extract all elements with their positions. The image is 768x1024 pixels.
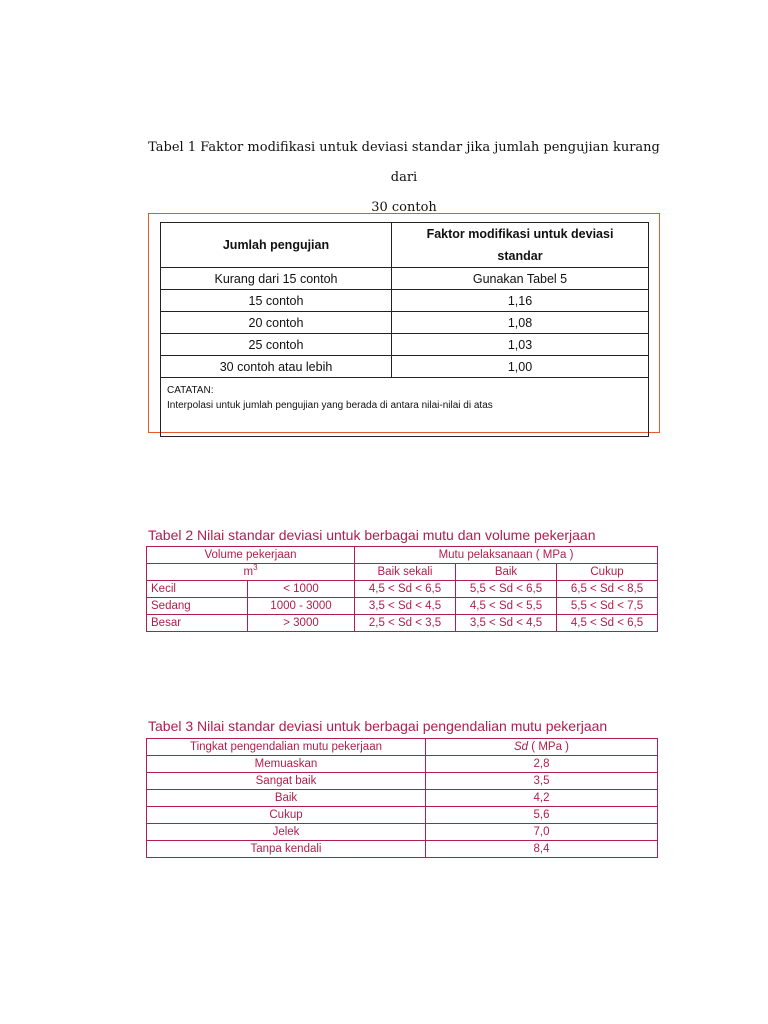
table2-cell-baik: 5,5 < Sd < 6,5 [456,581,557,598]
table2-cell-volume: < 1000 [248,581,355,598]
table-row [147,615,658,632]
table-row [147,841,658,858]
table3-header-sd-unit: ( MPa ) [528,741,569,753]
table2-cell-baik-sekali: 3,5 < Sd < 4,5 [355,598,456,615]
table1-header-right-line1: Faktor modifikasi untuk deviasi [426,227,614,241]
table1-cell-factor: 1,16 [392,290,649,312]
table2-cell-label: Besar [147,615,248,632]
table2-cell-baik: 4,5 < Sd < 5,5 [456,598,557,615]
table2-cell-cukup: 4,5 < Sd < 6,5 [557,615,658,632]
table1-caption-line2: 30 contoh [371,200,437,215]
table1-caption-line1: Tabel 1 Faktor modifikasi untuk deviasi standar jika jumlah pengujian kurang dari [148,140,660,185]
table-row [161,290,649,312]
table2-header-unit [147,564,355,581]
table2-cell-cukup: 6,5 < Sd < 8,5 [557,581,658,598]
table2-unit-sup: 3 [253,563,258,573]
table2-cell-cukup: 5,5 < Sd < 7,5 [557,598,658,615]
table1-cell-count: 30 contoh atau lebih [161,356,392,378]
table2-subheader-baik: Baik [456,564,557,581]
table2-cell-label: Sedang [147,598,248,615]
table3-cell-sd: 2,8 [426,756,658,773]
table1-note-title: CATATAN: [167,385,214,396]
table-row [147,807,658,824]
table-row [161,268,649,290]
table2-subheader-baik-sekali: Baik sekali [355,564,456,581]
table2-cell-baik-sekali: 2,5 < Sd < 3,5 [355,615,456,632]
table-row [161,312,649,334]
table3-cell-level: Tanpa kendali [147,841,426,858]
table1-header-right [392,223,649,268]
table1-cell-factor: 1,08 [392,312,649,334]
table2 [146,546,658,632]
table1-caption [140,133,668,223]
table3-cell-level: Sangat baik [147,773,426,790]
table2-header-volume: Volume pekerjaan [147,547,355,564]
table3-cell-sd: 5,6 [426,807,658,824]
table1-note-text: Interpolasi untuk jumlah pengujian yang berada di antara nilai-nilai di atas [167,400,493,411]
table-row [147,598,658,615]
table-row [147,773,658,790]
table3-header-row [147,739,658,756]
table1-cell-factor: 1,00 [392,356,649,378]
table3-cell-sd: 8,4 [426,841,658,858]
table3-cell-sd: 4,2 [426,790,658,807]
table2-header-row-1 [147,547,658,564]
table3-cell-level: Baik [147,790,426,807]
table3-header-level: Tingkat pengendalian mutu pekerjaan [147,739,426,756]
table2-cell-label: Kecil [147,581,248,598]
table3-header-sd-symbol: Sd [514,741,529,753]
table1-cell-count: 15 contoh [161,290,392,312]
table-row [147,756,658,773]
table2-subheader-cukup: Cukup [557,564,658,581]
table2-unit-label: m [243,566,254,578]
table-row [147,790,658,807]
table3-caption: Tabel 3 Nilai standar deviasi untuk berbagai pengendalian mutu pekerjaan [148,718,608,734]
table1-cell-factor: 1,03 [392,334,649,356]
table3-cell-sd: 3,5 [426,773,658,790]
table-row [147,824,658,841]
table-row [161,334,649,356]
table2-cell-baik: 3,5 < Sd < 4,5 [456,615,557,632]
table1-note [161,378,649,437]
table3-cell-level: Cukup [147,807,426,824]
table3 [146,738,658,858]
table3-cell-sd: 7,0 [426,824,658,841]
table1-cell-factor: Gunakan Tabel 5 [392,268,649,290]
table2-caption: Tabel 2 Nilai standar deviasi untuk berbagai mutu dan volume pekerjaan [148,527,596,543]
table3-header-sd [426,739,658,756]
table1-header-row [161,223,649,268]
table2-header-mutu: Mutu pelaksanaan ( MPa ) [355,547,658,564]
table3-cell-level: Jelek [147,824,426,841]
table2-cell-volume: > 3000 [248,615,355,632]
table1-note-row [161,378,649,437]
table-row [161,356,649,378]
table1-cell-count: 25 contoh [161,334,392,356]
table1-cell-count: Kurang dari 15 contoh [161,268,392,290]
table2-header-row-2 [147,564,658,581]
table1-cell-count: 20 contoh [161,312,392,334]
table2-cell-volume: 1000 - 3000 [248,598,355,615]
table2-cell-baik-sekali: 4,5 < Sd < 6,5 [355,581,456,598]
table-row [147,581,658,598]
table1-header-right-line2: standar [497,249,543,263]
table1-header-left: Jumlah pengujian [161,223,392,268]
table3-cell-level: Memuaskan [147,756,426,773]
table1 [160,222,649,437]
